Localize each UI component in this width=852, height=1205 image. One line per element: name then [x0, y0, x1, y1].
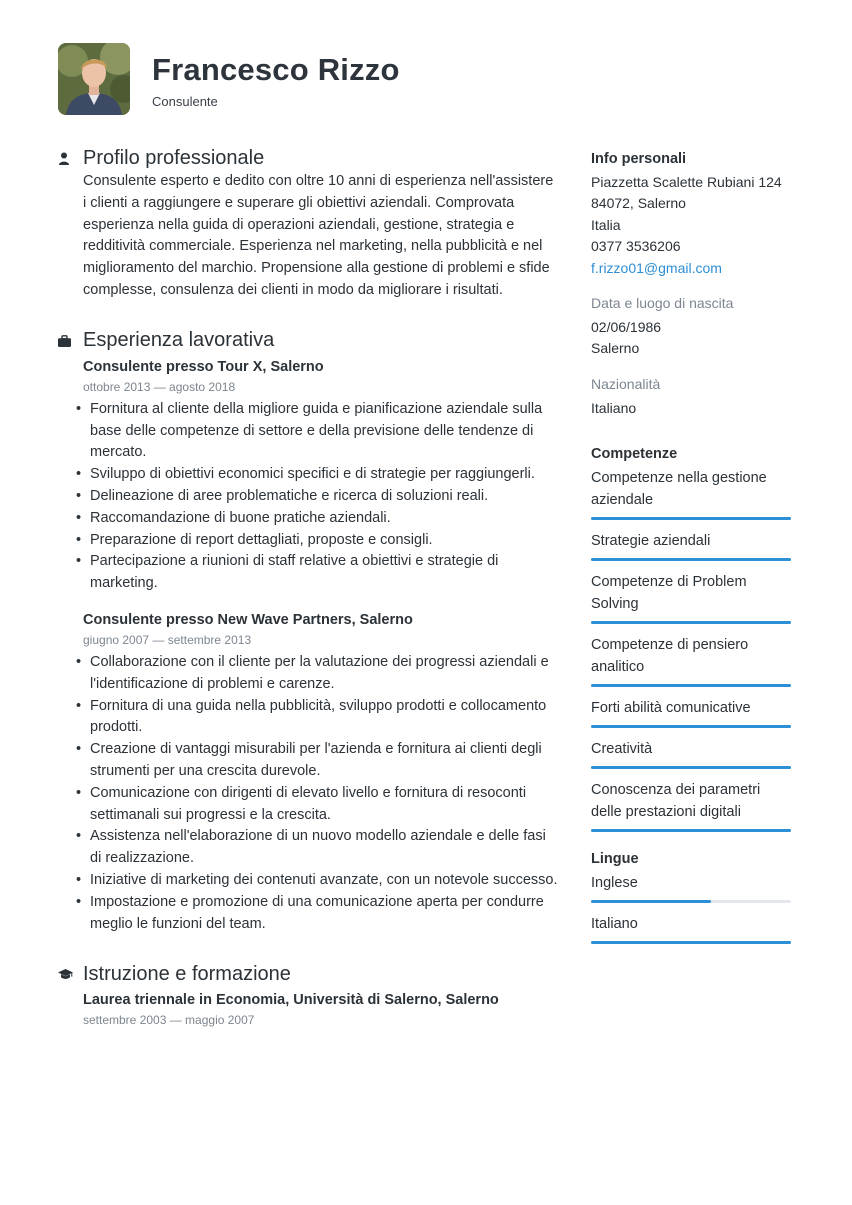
education-heading: Istruzione e formazione: [83, 962, 291, 985]
skill-item-level-fill: [591, 517, 791, 520]
profile-section: [58, 145, 558, 302]
job-bullets: [58, 652, 558, 935]
bullet-item: • Comunicazione con dirigenti di elevato livello e fornitura di resoconti settimanali sui progressi e la crescita.: [58, 783, 558, 827]
skill-item-level-fill: [591, 684, 791, 687]
skill-item-level-bar: [591, 766, 791, 769]
skill-item: [591, 736, 791, 769]
job-bullets: [58, 399, 558, 595]
education-section: [58, 961, 558, 1029]
degree-dates: settembre 2003 — maggio 2007: [83, 1013, 255, 1028]
candidate-title: Consulente: [152, 93, 218, 109]
address-line-1: Piazzetta Scalette Rubiani 124: [591, 174, 782, 190]
skill-item-level-bar: [591, 684, 791, 687]
skill-item-level-fill: [591, 621, 791, 624]
profile-heading: Profilo professionale: [83, 146, 265, 169]
skill-item-label: Competenze nella gestione aziendale: [591, 470, 767, 509]
skills-heading: Competenze: [591, 446, 678, 463]
skill-item-level-bar: [591, 829, 791, 832]
language-item-label: Italiano: [591, 916, 638, 933]
language-item-level-fill: [591, 941, 791, 944]
skill-item-level-fill: [591, 558, 791, 561]
briefcase-icon: [58, 335, 83, 347]
address-line-2: 84072, Salerno: [591, 195, 686, 212]
person-icon: [58, 152, 83, 165]
job-entry: [83, 356, 558, 595]
resume-header: [58, 42, 400, 116]
birth-label: Data e luogo di nascita: [591, 295, 734, 312]
bullet-item: • Impostazione e promozione di una comunicazione aperta per condurre meglio le funzioni del team.: [58, 892, 558, 936]
skill-item: [591, 632, 791, 687]
bullet-item: • Assistenza nell'elaborazione di un nuovo modello aziendale e delle fasi di realizzazione.: [58, 826, 558, 870]
country: Italia: [591, 216, 621, 233]
bullet-item: • Collaborazione con il cliente per la valutazione dei progressi aziendali e l'identificazione di problemi e carenze.: [58, 652, 558, 696]
skill-item-label: Strategie aziendali: [591, 533, 711, 550]
job-dates: ottobre 2013 — agosto 2018: [83, 379, 236, 394]
language-item-label: Inglese: [591, 875, 638, 892]
bullet-item: • Creazione di vantaggi misurabili per l'azienda e fornitura ai clienti degli strumenti per una crescita durevole.: [58, 739, 558, 783]
skill-item-level-fill: [591, 766, 791, 769]
language-item: [591, 911, 791, 944]
bullet-item: • Raccomandazione di buone pratiche aziendali.: [58, 508, 558, 530]
job-title: Consulente presso Tour X, Salerno: [83, 358, 324, 375]
skill-item-level-bar: [591, 517, 791, 520]
skill-item-label: Conoscenza dei parametri delle prestazioni digitali: [591, 782, 761, 821]
skill-item: [591, 777, 791, 832]
bullet-item: • Fornitura al cliente della migliore guida e pianificazione aziendale sulla base delle competenze di settore e della previsione delle tendenze di mercato.: [58, 399, 558, 464]
languages-heading: Lingue: [591, 851, 639, 868]
bullet-item: • Fornitura di una guida nella pubblicità, sviluppo prodotti e collocamento prodotti.: [58, 696, 558, 740]
nationality: Italiano: [591, 399, 637, 416]
sidebar-column: [591, 148, 791, 952]
languages-list: [591, 870, 791, 944]
job-dates: giugno 2007 — settembre 2013: [83, 632, 252, 647]
skill-item-level-fill: [591, 725, 791, 728]
personal-info-heading: Info personali: [591, 151, 687, 167]
skill-item-label: Competenze di Problem Solving: [591, 574, 747, 613]
degree-title: Laurea triennale in Economia, Università di Salerno, Salerno: [83, 992, 499, 1009]
candidate-name: Francesco Rizzo: [152, 51, 400, 87]
skill-item-level-bar: [591, 725, 791, 728]
birth-place: Salerno: [591, 340, 640, 357]
bullet-item: • Delineazione di aree problematiche e ricerca di soluzioni reali.: [58, 486, 558, 508]
profile-photo: [58, 43, 130, 115]
graduation-cap-icon: [58, 969, 83, 980]
bullet-item: • Partecipazione a riunioni di staff relative a obiettivi e strategie di marketing.: [58, 551, 558, 595]
profile-summary: Consulente esperto e dedito con oltre 10 anni di esperienza nell'assistere i clienti a raggiungere e superare gli obiettivi aziendali. Comprovata esperienza nella guida di operazioni aziendali, gestione, strategia e redditività commerciale. Esperienza nel marketing, nella pubblicità e nel miglioramento del marchio. Propensione alla gestione di problemi e sfide complesse, consulenza dei clienti in modo da migliorare i risultati.: [83, 173, 554, 298]
bullet-item: • Preparazione di report dettagliati, proposte e consigli.: [58, 530, 558, 552]
job-title: Consulente presso New Wave Partners, Salerno: [83, 611, 413, 628]
nationality-label: Nazionalità: [591, 375, 661, 392]
phone-number: 0377 3536206: [591, 238, 681, 255]
skill-item: [591, 695, 791, 728]
language-item-level-fill: [591, 900, 711, 903]
skill-item: [591, 569, 791, 624]
skills-list: [591, 465, 791, 832]
skill-item-label: Forti abilità comunicative: [591, 700, 751, 717]
language-item-level-bar: [591, 941, 791, 944]
skill-item-level-bar: [591, 621, 791, 624]
experience-heading: Esperienza lavorativa: [83, 329, 275, 352]
skill-item-level-fill: [591, 829, 791, 832]
skill-item-label: Creatività: [591, 741, 653, 758]
skill-item-level-bar: [591, 558, 791, 561]
bullet-item: • Sviluppo di obiettivi economici specifici e di strategie per raggiungerli.: [58, 464, 558, 486]
language-item: [591, 870, 791, 903]
birth-date: 02/06/1986: [591, 319, 662, 336]
main-column: [58, 145, 558, 1055]
email-link[interactable]: f.rizzo01@gmail.com: [591, 259, 722, 276]
skill-item: [591, 528, 791, 561]
experience-section: [58, 328, 558, 936]
job-entry: [83, 609, 558, 935]
bullet-item: • Iniziative di marketing dei contenuti avanzate, con un notevole successo.: [58, 870, 558, 892]
language-item-level-bar: [591, 900, 791, 903]
skill-item: [591, 465, 791, 520]
skill-item-label: Competenze di pensiero analitico: [591, 637, 749, 676]
